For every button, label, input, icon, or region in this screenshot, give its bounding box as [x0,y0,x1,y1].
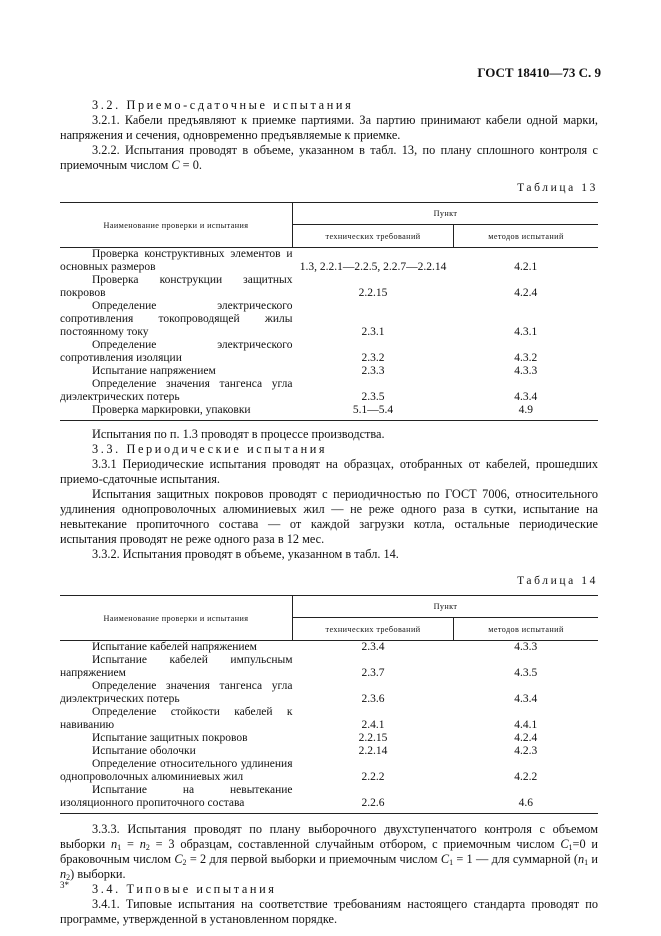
page-header: ГОСТ 18410—73 С. 9 [477,65,601,80]
row-method-cell [454,784,599,810]
table-14 [60,595,598,810]
cell-text: 2.3.2 [361,352,385,364]
table-row [60,732,598,745]
cell-text: Проверка конструкции защитных покровов [60,274,293,299]
row-name-cell [60,732,293,745]
paragraph-3-3-3: 3.3.3. Испытания проводят по плану выборочного двухступенчатого контроля с объемом выборки $n_1 = n_2 = 3$ образцам, составленной случайным отбором, с приемочным числом $C_1=0$ и браковочным числом $C_2 = 2$ для первой выборки и приемочным числом $C_1 = 1$ — для суммарной ($n_1$ и $n_2$) выборки. [60,822,598,882]
row-req-cell [293,758,454,784]
table-row [60,641,598,655]
table-row [60,758,598,784]
paragraph-periodicity: Испытания защитных покровов проводят с периодичностью по ГОСТ 7006, относительного удлинения однопроволочных алюминиевых жил — не реже одного раза в сутки, испытание на невытекание пропиточного состава — от каждой загрузки котла, остальные периодические испытания проводят не реже одного раза в 12 мес. [60,487,598,546]
table-13-col-group: Пункт [293,203,599,225]
table-14-bottom-rule [60,813,598,814]
cell-text: 2.3.6 [361,693,385,705]
row-method-cell [454,654,599,680]
cell-text: 5.1—5.4 [352,404,394,416]
cell-text: Определение стойкости кабелей к навиванию [60,706,293,731]
table-14-col-methods: методов испытаний [454,618,599,641]
row-name-cell [60,274,293,300]
row-name-cell [60,784,293,810]
cell-text: 1.3, 2.2.1—2.2.5, 2.2.7—2.2.14 [299,261,447,273]
table-13-body [60,248,598,418]
cell-text: 4.9 [518,404,533,416]
cell-text: 4.3.3 [514,641,538,653]
row-method-cell [454,365,599,378]
cell-text: 2.3.3 [361,365,385,377]
row-req-cell [293,365,454,378]
cell-text: 2.4.1 [361,719,385,731]
cell-text: Определение относительного удлинения однопроволочных алюминиевых жил [60,758,293,783]
cell-text: 2.2.14 [358,745,388,757]
table-row [60,274,598,300]
table-13-col-req: технических требований [293,225,454,248]
cell-text: Испытание кабелей напряжением [92,641,257,653]
footer-mark: 3* [60,880,69,890]
section-3-4-title: 3.4. Типовые испытания [92,882,277,896]
row-req-cell [293,300,454,339]
row-name-cell [60,378,293,404]
cell-text: Испытание защитных покровов [92,732,248,744]
row-name-cell [60,365,293,378]
cell-text: 4.2.2 [514,771,538,783]
cell-text: Определение значения тангенса угла диэлектрических потерь [60,680,293,705]
row-name-cell [60,404,293,417]
table-row [60,248,598,275]
cell-text: Определение значения тангенса угла диэлектрических потерь [60,378,293,403]
row-name-cell [60,654,293,680]
table-14-col-name: Наименование проверки и испытания [60,596,293,641]
cell-text: 2.2.15 [358,732,388,744]
row-req-cell [293,404,454,417]
table-14-col-req: технических требований [293,618,454,641]
cell-text: 4.2.4 [514,732,538,744]
row-name-cell [60,300,293,339]
section-3-2-title: 3.2. Приемо-сдаточные испытания [92,98,354,112]
row-method-cell [454,378,599,404]
row-method-cell [454,680,599,706]
row-name-cell [60,745,293,758]
cell-text: Испытание кабелей импульсным напряжением [60,654,293,679]
table-row [60,404,598,417]
row-method-cell [454,274,599,300]
cell-text: 4.3.3 [514,365,538,377]
row-name-cell [60,339,293,365]
row-name-cell [60,758,293,784]
cell-text: 2.2.2 [361,771,385,783]
cell-text: 4.3.4 [514,693,538,705]
row-req-cell [293,654,454,680]
table-row [60,339,598,365]
table-14-col-group: Пункт [293,596,599,618]
row-method-cell [454,300,599,339]
cell-text: 4.3.5 [514,667,538,679]
cell-text: 2.3.7 [361,667,385,679]
table-row [60,784,598,810]
cell-text: 4.3.2 [514,352,538,364]
table-row [60,378,598,404]
cell-text: 2.2.15 [358,287,388,299]
cell-text: 4.2.3 [514,745,538,757]
row-req-cell [293,248,454,275]
row-req-cell [293,339,454,365]
row-req-cell [293,784,454,810]
cell-text: Определение электрического сопротивления изоляции [60,339,293,364]
table-14-caption: Таблица 14 [517,575,598,587]
row-req-cell [293,680,454,706]
cell-text: Испытание на невытекание изоляционного пропиточного состава [60,784,293,809]
table-row [60,654,598,680]
cell-text: 4.4.1 [514,719,538,731]
row-method-cell [454,641,599,655]
table-13-caption: Таблица 13 [517,182,598,194]
cell-text: 2.3.4 [361,641,385,653]
row-method-cell [454,745,599,758]
table-13-col-methods: методов испытаний [454,225,599,248]
paragraph-3-2-2: 3.2.2. Испытания проводят в объеме, указанном в табл. 13, по плану сплошного контроля с приемочным числом C = 0. [60,143,598,172]
row-method-cell [454,758,599,784]
cell-text: 2.3.1 [361,326,385,338]
paragraph-1-3-note: Испытания по п. 1.3 проводят в процессе производства. [92,427,385,441]
table-row [60,745,598,758]
row-req-cell [293,274,454,300]
table-13-bottom-rule [60,420,598,421]
table-14-body [60,641,598,811]
cell-text: 4.2.4 [514,287,538,299]
table-row [60,300,598,339]
row-name-cell [60,706,293,732]
cell-text: Определение электрического сопротивления токопроводящей жилы постоянному току [60,300,293,338]
row-req-cell [293,745,454,758]
table-13 [60,202,598,417]
table-row [60,365,598,378]
row-name-cell [60,248,293,275]
cell-text: 2.3.5 [361,391,385,403]
cell-text: 2.2.6 [361,797,385,809]
row-req-cell [293,732,454,745]
row-method-cell [454,404,599,417]
row-req-cell [293,378,454,404]
cell-text: 4.6 [518,797,533,809]
table-row [60,680,598,706]
cell-text: Испытание оболочки [92,745,196,757]
row-req-cell [293,641,454,655]
row-method-cell [454,706,599,732]
paragraph-3-3-2: 3.3.2. Испытания проводят в объеме, указанном в табл. 14. [92,547,399,561]
section-3-3-title: 3.3. Периодические испытания [92,442,328,456]
row-method-cell [454,339,599,365]
cell-text: 4.3.4 [514,391,538,403]
cell-text: Проверка маркировки, упаковки [92,404,251,416]
cell-text: Испытание напряжением [92,365,216,377]
table-row [60,706,598,732]
table-13-col-name: Наименование проверки и испытания [60,203,293,248]
row-method-cell [454,248,599,275]
row-name-cell [60,641,293,655]
cell-text: 4.2.1 [514,261,538,273]
paragraph-3-3-1: 3.3.1 Периодические испытания проводят на образцах, отобранных от кабелей, прошедших приемо-сдаточные испытания. [60,457,598,486]
row-method-cell [454,732,599,745]
document-body [60,98,598,927]
cell-text: Проверка конструктивных элементов и основных размеров [60,248,293,273]
paragraph-3-2-1: 3.2.1. Кабели предъявляют к приемке партиями. За партию принимают кабели одной марки, напряжения и сечения, одновременно предъявляемые к приемке. [60,113,598,142]
paragraph-3-4-1: 3.4.1. Типовые испытания на соответствие требованиям настоящего стандарта проводят по программе, утвержденной в установленном порядке. [60,897,598,926]
row-name-cell [60,680,293,706]
cell-text: 4.3.1 [514,326,538,338]
row-req-cell [293,706,454,732]
